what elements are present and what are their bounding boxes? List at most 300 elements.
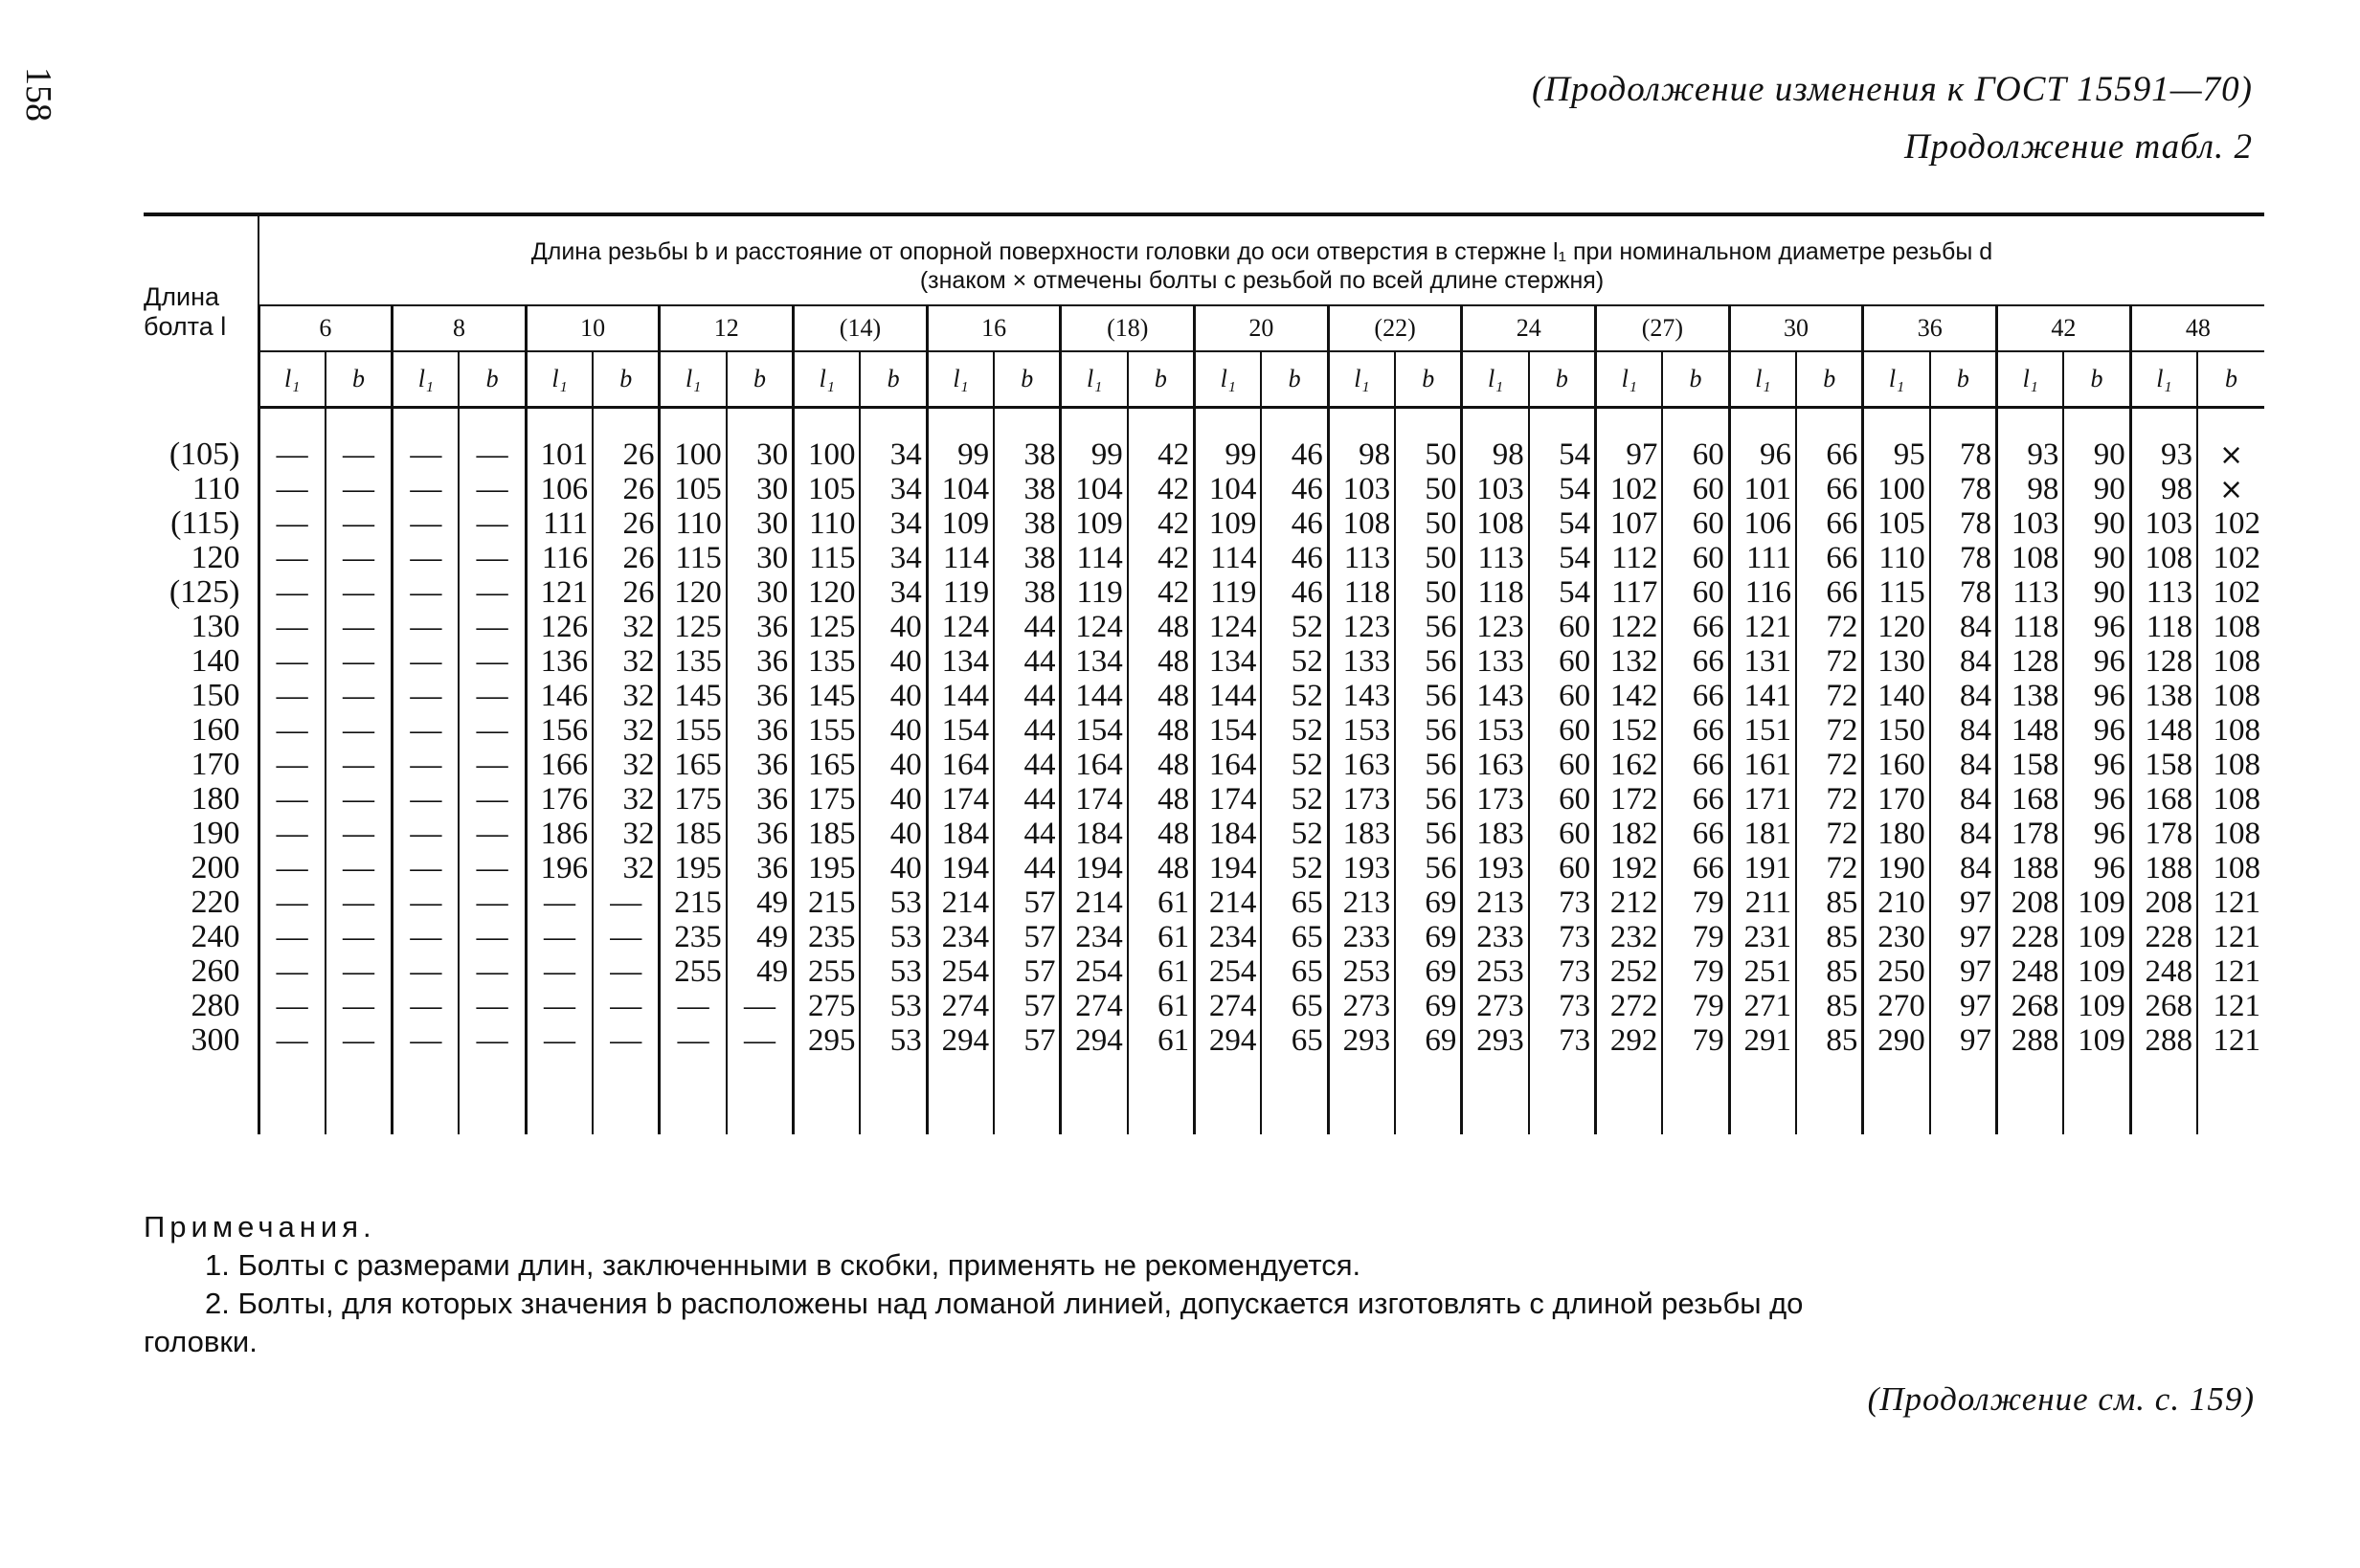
l1-value-cell: 112 bbox=[1596, 541, 1663, 575]
l1-value-cell: — bbox=[393, 885, 460, 920]
b-value-cell: 61 bbox=[1128, 885, 1195, 920]
l1-value-cell: — bbox=[258, 989, 326, 1023]
l1-value-cell: — bbox=[258, 679, 326, 713]
l1-value-cell: 138 bbox=[1997, 679, 2064, 713]
b-value-cell: 65 bbox=[1261, 989, 1328, 1023]
l1-value-cell: 142 bbox=[1596, 679, 1663, 713]
l1-value-cell: 163 bbox=[1462, 748, 1529, 782]
b-value-cell: 46 bbox=[1261, 506, 1328, 541]
b-value-cell: — bbox=[326, 782, 393, 817]
l1-value-cell: 118 bbox=[1328, 575, 1395, 610]
b-value-cell: 108 bbox=[2197, 782, 2264, 817]
b-value-cell: 36 bbox=[727, 644, 794, 679]
b-value-cell: 85 bbox=[1796, 1023, 1863, 1058]
l1-value-cell: 183 bbox=[1462, 817, 1529, 851]
b-value-cell: 53 bbox=[860, 989, 927, 1023]
b-value-cell: — bbox=[326, 541, 393, 575]
b-value-cell: 36 bbox=[727, 782, 794, 817]
table-row bbox=[144, 575, 2264, 610]
l1-value-cell: 184 bbox=[927, 817, 994, 851]
b-value-cell: — bbox=[593, 885, 660, 920]
b-value-cell: 121 bbox=[2197, 920, 2264, 954]
b-value-cell: 60 bbox=[1662, 541, 1729, 575]
l1-value-cell: 109 bbox=[1195, 506, 1262, 541]
l1-value-cell: — bbox=[258, 1023, 326, 1058]
b-value-cell: 44 bbox=[994, 679, 1061, 713]
l1-value-cell: — bbox=[393, 748, 460, 782]
b-value-cell: 73 bbox=[1529, 885, 1596, 920]
b-value-cell: 48 bbox=[1128, 782, 1195, 817]
b-value-cell: 50 bbox=[1395, 437, 1462, 472]
l1-value-cell: 180 bbox=[1863, 817, 1930, 851]
b-subheader: b bbox=[860, 351, 927, 408]
l1-value-cell: 108 bbox=[1997, 541, 2064, 575]
b-value-cell: 78 bbox=[1930, 541, 1997, 575]
l1-value-cell: 155 bbox=[794, 713, 861, 748]
l1-value-cell: 104 bbox=[1195, 472, 1262, 506]
l1-value-cell: 144 bbox=[1195, 679, 1262, 713]
b-value-cell: 72 bbox=[1796, 748, 1863, 782]
b-value-cell: 44 bbox=[994, 782, 1061, 817]
l1-value-cell: 158 bbox=[2130, 748, 2197, 782]
b-value-cell: 72 bbox=[1796, 817, 1863, 851]
l1-value-cell: 252 bbox=[1596, 954, 1663, 989]
diameter-header: (27) bbox=[1596, 305, 1730, 351]
l1-value-cell: 231 bbox=[1729, 920, 1796, 954]
l1-value-cell: 98 bbox=[1462, 437, 1529, 472]
b-subheader: b bbox=[2197, 351, 2264, 408]
l1-value-cell: — bbox=[258, 885, 326, 920]
l1-value-cell: 132 bbox=[1596, 644, 1663, 679]
b-subheader: b bbox=[1796, 351, 1863, 408]
diameter-header: (18) bbox=[1061, 305, 1195, 351]
b-value-cell: 53 bbox=[860, 1023, 927, 1058]
l1-value-cell: 98 bbox=[2130, 472, 2197, 506]
l1-value-cell: 152 bbox=[1596, 713, 1663, 748]
b-value-cell: 79 bbox=[1662, 920, 1729, 954]
b-value-cell: 65 bbox=[1261, 954, 1328, 989]
l1-value-cell: 123 bbox=[1462, 610, 1529, 644]
b-value-cell: 30 bbox=[727, 575, 794, 610]
l1-value-cell: 193 bbox=[1328, 851, 1395, 885]
l1-value-cell: 121 bbox=[526, 575, 593, 610]
b-value-cell: 84 bbox=[1930, 748, 1997, 782]
table-row bbox=[144, 851, 2264, 885]
b-value-cell: — bbox=[727, 1023, 794, 1058]
b-value-cell: 48 bbox=[1128, 610, 1195, 644]
b-subheader: b bbox=[1529, 351, 1596, 408]
diameter-header: 16 bbox=[927, 305, 1061, 351]
b-value-cell: — bbox=[326, 679, 393, 713]
l1-subheader: l₁ bbox=[1863, 351, 1930, 408]
table-row bbox=[144, 437, 2264, 472]
l1-value-cell: 120 bbox=[660, 575, 727, 610]
l1-value-cell: 108 bbox=[1328, 506, 1395, 541]
b-value-cell: 66 bbox=[1796, 506, 1863, 541]
l1-value-cell: 145 bbox=[794, 679, 861, 713]
b-value-cell: — bbox=[459, 748, 526, 782]
b-value-cell: 84 bbox=[1930, 817, 1997, 851]
b-value-cell: 38 bbox=[994, 437, 1061, 472]
l1-value-cell: 214 bbox=[1195, 885, 1262, 920]
b-value-cell: 40 bbox=[860, 817, 927, 851]
l1-value-cell: — bbox=[393, 679, 460, 713]
b-value-cell: 90 bbox=[2063, 506, 2130, 541]
l1-value-cell: 118 bbox=[1462, 575, 1529, 610]
l1-value-cell: 134 bbox=[927, 644, 994, 679]
l1-value-cell: 253 bbox=[1328, 954, 1395, 989]
l1-value-cell: 165 bbox=[660, 748, 727, 782]
b-value-cell: — bbox=[326, 920, 393, 954]
caption-line1: Длина резьбы b и расстояние от опорной поверхности головки до оси отверстия в стержне l₁ при номинальном диаметре резьбы d bbox=[530, 238, 1993, 265]
l1-value-cell: 153 bbox=[1462, 713, 1529, 748]
b-value-cell: 66 bbox=[1796, 472, 1863, 506]
l1-value-cell: 144 bbox=[1061, 679, 1128, 713]
b-value-cell: — bbox=[326, 989, 393, 1023]
l1-value-cell: 291 bbox=[1729, 1023, 1796, 1058]
b-value-cell: — bbox=[326, 748, 393, 782]
l1-value-cell: 271 bbox=[1729, 989, 1796, 1023]
b-value-cell: 66 bbox=[1662, 644, 1729, 679]
table-row bbox=[144, 817, 2264, 851]
l1-value-cell: 214 bbox=[927, 885, 994, 920]
l1-value-cell: 168 bbox=[2130, 782, 2197, 817]
l1-value-cell: 253 bbox=[1462, 954, 1529, 989]
b-value-cell: 60 bbox=[1529, 713, 1596, 748]
table-row bbox=[144, 713, 2264, 748]
l1-value-cell: 133 bbox=[1462, 644, 1529, 679]
b-value-cell: 96 bbox=[2063, 782, 2130, 817]
l1-value-cell: 118 bbox=[2130, 610, 2197, 644]
l1-value-cell: — bbox=[393, 472, 460, 506]
l1-value-cell: 214 bbox=[1061, 885, 1128, 920]
l1-value-cell: — bbox=[393, 851, 460, 885]
b-value-cell: 108 bbox=[2197, 679, 2264, 713]
b-value-cell: 109 bbox=[2063, 954, 2130, 989]
bolt-length-cell: (125) bbox=[169, 574, 240, 610]
b-value-cell: 60 bbox=[1662, 472, 1729, 506]
b-value-cell: 66 bbox=[1662, 851, 1729, 885]
l1-value-cell: 130 bbox=[1863, 644, 1930, 679]
diameter-header: (22) bbox=[1328, 305, 1462, 351]
b-value-cell: 26 bbox=[593, 575, 660, 610]
b-value-cell: 44 bbox=[994, 610, 1061, 644]
l1-value-cell: 176 bbox=[526, 782, 593, 817]
l1-value-cell: 155 bbox=[660, 713, 727, 748]
b-subheader: b bbox=[2063, 351, 2130, 408]
l1-value-cell: 120 bbox=[1863, 610, 1930, 644]
l1-value-cell: 188 bbox=[1997, 851, 2064, 885]
l1-value-cell: — bbox=[526, 885, 593, 920]
l1-subheader: l₁ bbox=[660, 351, 727, 408]
b-value-cell: 60 bbox=[1662, 506, 1729, 541]
b-value-cell: 108 bbox=[2197, 817, 2264, 851]
b-value-cell: 48 bbox=[1128, 644, 1195, 679]
l1-value-cell: — bbox=[526, 920, 593, 954]
b-value-cell: 30 bbox=[727, 541, 794, 575]
l1-value-cell: 109 bbox=[927, 506, 994, 541]
b-value-cell: 56 bbox=[1395, 610, 1462, 644]
l1-value-cell: 254 bbox=[927, 954, 994, 989]
l1-value-cell: 125 bbox=[660, 610, 727, 644]
table-caption bbox=[258, 214, 2264, 305]
l1-value-cell: 172 bbox=[1596, 782, 1663, 817]
l1-value-cell: 93 bbox=[2130, 437, 2197, 472]
l1-value-cell: 107 bbox=[1596, 506, 1663, 541]
caption-line2: (знаком × отмечены болты с резьбой по всей длине стержня) bbox=[919, 267, 1605, 294]
l1-subheader: l₁ bbox=[258, 351, 326, 408]
b-value-cell: 61 bbox=[1128, 989, 1195, 1023]
b-value-cell: — bbox=[459, 713, 526, 748]
l1-value-cell: 174 bbox=[927, 782, 994, 817]
l1-value-cell: 175 bbox=[660, 782, 727, 817]
b-value-cell: — bbox=[593, 989, 660, 1023]
table-row bbox=[144, 506, 2264, 541]
l1-value-cell: 182 bbox=[1596, 817, 1663, 851]
b-value-cell: 54 bbox=[1529, 541, 1596, 575]
l1-value-cell: 270 bbox=[1863, 989, 1930, 1023]
b-value-cell: 56 bbox=[1395, 644, 1462, 679]
b-value-cell: 34 bbox=[860, 506, 927, 541]
l1-value-cell: — bbox=[258, 920, 326, 954]
l1-value-cell: 153 bbox=[1328, 713, 1395, 748]
b-subheader: b bbox=[1261, 351, 1328, 408]
l1-value-cell: 161 bbox=[1729, 748, 1796, 782]
b-value-cell: 108 bbox=[2197, 713, 2264, 748]
l1-value-cell: 162 bbox=[1596, 748, 1663, 782]
diameter-header: (14) bbox=[794, 305, 928, 351]
b-value-cell: 97 bbox=[1930, 885, 1997, 920]
l1-value-cell: 210 bbox=[1863, 885, 1930, 920]
b-value-cell: 108 bbox=[2197, 748, 2264, 782]
table-row bbox=[144, 644, 2264, 679]
diameter-header: 8 bbox=[393, 305, 527, 351]
l1-value-cell: 275 bbox=[794, 989, 861, 1023]
table-continuation-label: Продолжение табл. 2 bbox=[1903, 127, 2253, 167]
b-value-cell: 56 bbox=[1395, 817, 1462, 851]
b-value-cell: 50 bbox=[1395, 575, 1462, 610]
b-value-cell: 34 bbox=[860, 575, 927, 610]
b-value-cell: — bbox=[593, 954, 660, 989]
b-value-cell: 53 bbox=[860, 885, 927, 920]
b-value-cell: 66 bbox=[1796, 541, 1863, 575]
l1-value-cell: — bbox=[526, 1023, 593, 1058]
l1-value-cell: 99 bbox=[1061, 437, 1128, 472]
l1-value-cell: 116 bbox=[1729, 575, 1796, 610]
b-value-cell: 84 bbox=[1930, 679, 1997, 713]
l1-value-cell: 135 bbox=[794, 644, 861, 679]
l1-value-cell: 96 bbox=[1729, 437, 1796, 472]
b-value-cell: 61 bbox=[1128, 920, 1195, 954]
bolt-length-cell: (115) bbox=[170, 505, 240, 541]
b-value-cell: 73 bbox=[1529, 1023, 1596, 1058]
b-value-cell: 42 bbox=[1128, 575, 1195, 610]
b-value-cell: 65 bbox=[1261, 1023, 1328, 1058]
l1-value-cell: 274 bbox=[1195, 989, 1262, 1023]
l1-value-cell: 208 bbox=[1997, 885, 2064, 920]
l1-value-cell: 101 bbox=[526, 437, 593, 472]
b-value-cell: — bbox=[326, 437, 393, 472]
b-value-cell: 48 bbox=[1128, 679, 1195, 713]
l1-value-cell: 233 bbox=[1462, 920, 1529, 954]
l1-value-cell: 121 bbox=[1729, 610, 1796, 644]
l1-value-cell: 165 bbox=[794, 748, 861, 782]
l1-value-cell: 273 bbox=[1328, 989, 1395, 1023]
l1-value-cell: 228 bbox=[1997, 920, 2064, 954]
b-value-cell: — bbox=[459, 472, 526, 506]
l1-value-cell: 232 bbox=[1596, 920, 1663, 954]
l1-value-cell: 184 bbox=[1061, 817, 1128, 851]
b-value-cell: — bbox=[326, 817, 393, 851]
b-value-cell: 52 bbox=[1261, 817, 1328, 851]
b-value-cell: 90 bbox=[2063, 472, 2130, 506]
l1-value-cell: — bbox=[393, 644, 460, 679]
l1-value-cell: 128 bbox=[2130, 644, 2197, 679]
b-value-cell: 54 bbox=[1529, 437, 1596, 472]
l1-value-cell: — bbox=[393, 1023, 460, 1058]
bolt-length-cell: 120 bbox=[191, 540, 240, 575]
diameter-header: 20 bbox=[1195, 305, 1329, 351]
l1-value-cell: 255 bbox=[794, 954, 861, 989]
l1-value-cell: 103 bbox=[1328, 472, 1395, 506]
b-value-cell: 48 bbox=[1128, 817, 1195, 851]
l1-subheader: l₁ bbox=[1729, 351, 1796, 408]
bolt-length-cell: (105) bbox=[169, 437, 240, 472]
b-value-cell: 72 bbox=[1796, 610, 1863, 644]
bolt-length-cell: 170 bbox=[191, 747, 240, 782]
b-value-cell: 60 bbox=[1662, 437, 1729, 472]
b-value-cell: 56 bbox=[1395, 851, 1462, 885]
l1-value-cell: — bbox=[258, 851, 326, 885]
l1-value-cell: 109 bbox=[1061, 506, 1128, 541]
l1-value-cell: 192 bbox=[1596, 851, 1663, 885]
l1-value-cell: 134 bbox=[1195, 644, 1262, 679]
l1-value-cell: 208 bbox=[2130, 885, 2197, 920]
b-value-cell: 84 bbox=[1930, 610, 1997, 644]
l1-value-cell: 103 bbox=[1462, 472, 1529, 506]
b-value-cell: 40 bbox=[860, 748, 927, 782]
b-value-cell: 34 bbox=[860, 541, 927, 575]
diameter-header: 6 bbox=[258, 305, 393, 351]
b-value-cell: 72 bbox=[1796, 679, 1863, 713]
b-value-cell: 72 bbox=[1796, 851, 1863, 885]
l1-value-cell: 113 bbox=[2130, 575, 2197, 610]
b-value-cell: — bbox=[459, 954, 526, 989]
b-value-cell: — bbox=[459, 610, 526, 644]
b-value-cell: 72 bbox=[1796, 713, 1863, 748]
l1-value-cell: 168 bbox=[1997, 782, 2064, 817]
b-value-cell: — bbox=[326, 506, 393, 541]
l1-value-cell: 114 bbox=[1061, 541, 1128, 575]
b-subheader: b bbox=[727, 351, 794, 408]
l1-value-cell: — bbox=[258, 437, 326, 472]
b-value-cell: 78 bbox=[1930, 472, 1997, 506]
data-table bbox=[144, 213, 2264, 1134]
b-value-cell: 52 bbox=[1261, 610, 1328, 644]
l1-value-cell: 164 bbox=[1061, 748, 1128, 782]
b-value-cell: 49 bbox=[727, 920, 794, 954]
b-value-cell: 49 bbox=[727, 954, 794, 989]
b-value-cell: 109 bbox=[2063, 920, 2130, 954]
b-value-cell: 48 bbox=[1128, 851, 1195, 885]
b-value-cell: — bbox=[326, 713, 393, 748]
b-value-cell: 60 bbox=[1529, 817, 1596, 851]
l1-value-cell: 274 bbox=[1061, 989, 1128, 1023]
b-value-cell: 109 bbox=[2063, 989, 2130, 1023]
b-value-cell: 44 bbox=[994, 817, 1061, 851]
l1-value-cell: 193 bbox=[1462, 851, 1529, 885]
b-value-cell: — bbox=[459, 679, 526, 713]
l1-value-cell: 250 bbox=[1863, 954, 1930, 989]
l1-subheader: l₁ bbox=[1997, 351, 2064, 408]
subheader-row bbox=[144, 351, 2264, 408]
l1-value-cell: 294 bbox=[927, 1023, 994, 1058]
l1-value-cell: 99 bbox=[927, 437, 994, 472]
l1-value-cell: 119 bbox=[927, 575, 994, 610]
b-value-cell: 52 bbox=[1261, 713, 1328, 748]
l1-value-cell: 131 bbox=[1729, 644, 1796, 679]
table-row bbox=[144, 748, 2264, 782]
b-value-cell: — bbox=[459, 851, 526, 885]
l1-value-cell: 166 bbox=[526, 748, 593, 782]
l1-value-cell: 124 bbox=[1195, 610, 1262, 644]
b-value-cell: 42 bbox=[1128, 506, 1195, 541]
b-value-cell: 102 bbox=[2197, 506, 2264, 541]
b-value-cell: 90 bbox=[2063, 541, 2130, 575]
document-header: (Продолжение изменения к ГОСТ 15591—70) bbox=[1531, 70, 2253, 109]
l1-subheader: l₁ bbox=[794, 351, 861, 408]
l1-value-cell: 175 bbox=[794, 782, 861, 817]
l1-value-cell: 146 bbox=[526, 679, 593, 713]
bolt-length-cell: 180 bbox=[191, 781, 240, 817]
l1-subheader: l₁ bbox=[1061, 351, 1128, 408]
l1-value-cell: 293 bbox=[1328, 1023, 1395, 1058]
l1-value-cell: — bbox=[660, 989, 727, 1023]
l1-value-cell: 293 bbox=[1462, 1023, 1529, 1058]
l1-value-cell: — bbox=[258, 541, 326, 575]
l1-value-cell: 110 bbox=[1863, 541, 1930, 575]
l1-value-cell: — bbox=[526, 954, 593, 989]
b-value-cell: 69 bbox=[1395, 954, 1462, 989]
b-value-cell: 121 bbox=[2197, 989, 2264, 1023]
b-value-cell: 84 bbox=[1930, 644, 1997, 679]
b-value-cell: 85 bbox=[1796, 989, 1863, 1023]
l1-value-cell: 234 bbox=[927, 920, 994, 954]
l1-value-cell: — bbox=[258, 748, 326, 782]
b-value-cell: 102 bbox=[2197, 575, 2264, 610]
b-value-cell: — bbox=[326, 575, 393, 610]
l1-value-cell: 115 bbox=[1863, 575, 1930, 610]
table-row bbox=[144, 610, 2264, 644]
l1-value-cell: 295 bbox=[794, 1023, 861, 1058]
b-value-cell: 66 bbox=[1796, 437, 1863, 472]
l1-value-cell: 248 bbox=[1997, 954, 2064, 989]
l1-subheader: l₁ bbox=[1195, 351, 1262, 408]
b-value-cell: 66 bbox=[1662, 713, 1729, 748]
b-value-cell: 85 bbox=[1796, 885, 1863, 920]
l1-value-cell: 274 bbox=[927, 989, 994, 1023]
l1-value-cell: 163 bbox=[1328, 748, 1395, 782]
l1-value-cell: 122 bbox=[1596, 610, 1663, 644]
l1-value-cell: 124 bbox=[1061, 610, 1128, 644]
l1-value-cell: 178 bbox=[2130, 817, 2197, 851]
l1-value-cell: 124 bbox=[927, 610, 994, 644]
b-value-cell: 65 bbox=[1261, 920, 1328, 954]
b-value-cell: 54 bbox=[1529, 575, 1596, 610]
l1-value-cell: 174 bbox=[1061, 782, 1128, 817]
b-value-cell: 90 bbox=[2063, 437, 2130, 472]
l1-value-cell: 116 bbox=[526, 541, 593, 575]
